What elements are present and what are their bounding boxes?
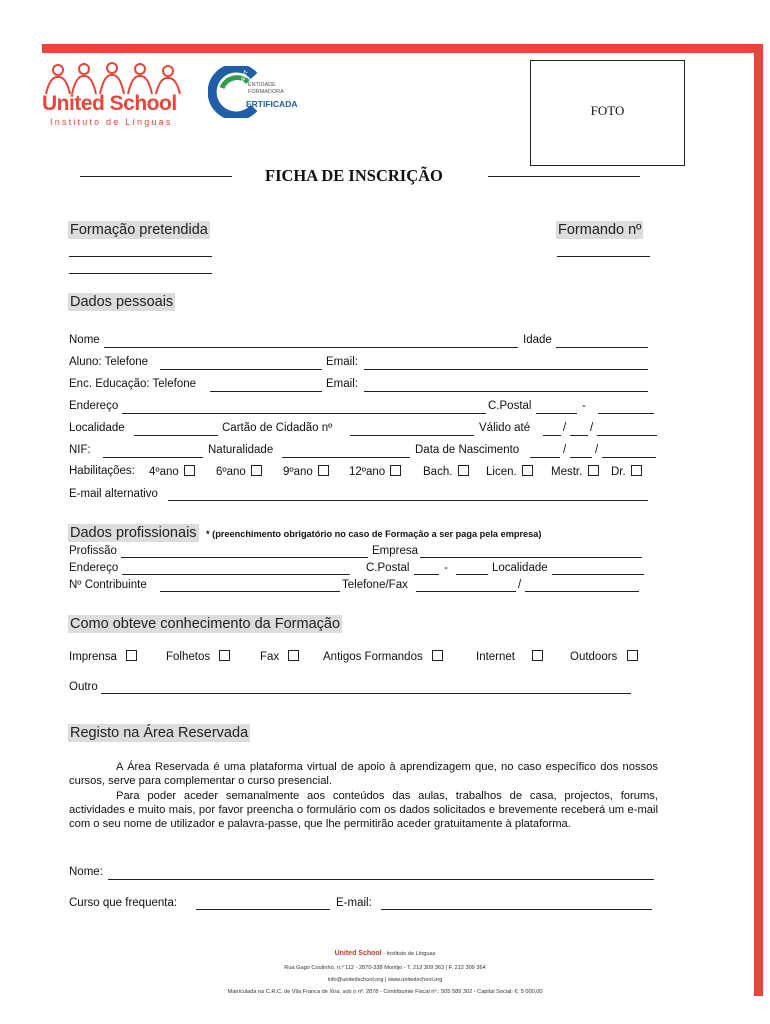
certification-logo	[208, 62, 298, 128]
prof-cpostal-label: C.Postal	[366, 562, 410, 574]
idade-input[interactable]	[556, 347, 648, 348]
cartao-cidadao-label: Cartão de Cidadão nº	[222, 422, 333, 434]
hab-option-6ano[interactable]: 6ºano	[216, 465, 262, 478]
checkbox-icon[interactable]	[432, 650, 443, 661]
nif-input[interactable]	[103, 457, 203, 458]
cartao-cidadao-input[interactable]	[350, 435, 474, 436]
enc-educacao-telefone-label: Enc. Educação: Telefone	[69, 378, 197, 390]
checkbox-icon[interactable]	[588, 465, 599, 476]
valido-mes-input[interactable]	[570, 435, 588, 436]
red-border-top	[42, 44, 763, 53]
empresa-label: Empresa	[372, 545, 419, 557]
valido-ano-input[interactable]	[597, 435, 657, 436]
registo-paragraph-2: Para poder aceder semanalmente aos conteúdos das aulas, trabalhos de casa, projectos, forums, actividades e muito mais, por favor preencha o formulário com os dados solicitados e brevemente receberá um e-mail com o seu nome de utilizador e palavra-passe, que lhe permitirão aceder gratuitamente à plataforma.	[69, 790, 658, 830]
registo-nome-label: Nome:	[69, 866, 103, 878]
registo-email-label: E-mail:	[336, 897, 372, 909]
title-line-right	[488, 176, 640, 177]
aluno-email-input[interactable]	[364, 369, 648, 370]
title-line-left	[80, 176, 232, 177]
profissionais-note: * (preenchimento obrigatório no caso de Formação a ser paga pela empresa)	[206, 529, 542, 539]
idade-label: Idade	[523, 334, 552, 346]
nif-label: NIF:	[69, 444, 91, 456]
localidade-input[interactable]	[134, 435, 218, 436]
habilitacoes-label: Habilitações:	[69, 465, 135, 477]
endereco-label: Endereço	[69, 400, 119, 412]
section-registo-heading: Registo na Área Reservada	[70, 725, 249, 741]
hab-option-mestr[interactable]: Mestr.	[551, 465, 599, 478]
email-alternativo-input[interactable]	[168, 500, 648, 501]
checkbox-icon[interactable]	[390, 465, 401, 476]
formando-number-input[interactable]	[557, 256, 650, 257]
registo-email-input[interactable]	[381, 909, 652, 910]
nascimento-mes-input[interactable]	[570, 457, 592, 458]
formando-number-label: Formando nº	[558, 222, 642, 238]
localidade-label: Localidade	[69, 422, 125, 434]
enc-educacao-telefone-input[interactable]	[210, 391, 322, 392]
checkbox-icon[interactable]	[219, 650, 230, 661]
aluno-telefone-label: Aluno: Telefone	[69, 356, 149, 368]
nome-label: Nome	[69, 334, 100, 346]
aluno-email-label: Email:	[326, 356, 358, 368]
footer-brand: United School	[334, 950, 382, 957]
valido-sep-2: /	[590, 422, 594, 434]
photo-box[interactable]	[530, 60, 685, 166]
telefone-fax-slash: /	[518, 579, 522, 591]
telefone-input[interactable]	[416, 591, 516, 592]
registo-curso-label: Curso que frequenta:	[69, 897, 178, 909]
prof-endereco-input[interactable]	[122, 574, 350, 575]
prof-localidade-input[interactable]	[552, 574, 644, 575]
cpostal-input-2[interactable]	[598, 413, 654, 414]
checkbox-icon[interactable]	[631, 465, 642, 476]
prof-endereco-label: Endereço	[69, 562, 119, 574]
checkbox-icon[interactable]	[126, 650, 137, 661]
cpostal-input-1[interactable]	[536, 413, 577, 414]
nascimento-dia-input[interactable]	[530, 457, 560, 458]
section-conhecimento-heading: Como obteve conhecimento da Formação	[70, 616, 341, 632]
nascimento-sep-2: /	[595, 444, 599, 456]
checkbox-icon[interactable]	[532, 650, 543, 661]
section-dados-pessoais-heading: Dados pessoais	[70, 294, 174, 310]
logo-brand-text: United School	[42, 92, 177, 115]
option-imprensa[interactable]: Imprensa	[69, 650, 137, 663]
nascimento-sep-1: /	[563, 444, 567, 456]
aluno-telefone-input[interactable]	[160, 369, 322, 370]
photo-label: FOTO	[590, 103, 625, 118]
hab-option-9ano[interactable]: 9ºano	[283, 465, 329, 478]
cert-dgert-text: DGERT	[237, 69, 250, 89]
empresa-input[interactable]	[420, 557, 642, 558]
logo-sub-text: Instituto de Línguas	[50, 117, 173, 127]
red-border-right	[754, 44, 763, 996]
prof-cpostal-input-1[interactable]	[414, 574, 439, 575]
hab-option-4ano[interactable]: 4ºano	[149, 465, 195, 478]
naturalidade-input[interactable]	[282, 457, 410, 458]
option-internet[interactable]: Internet	[476, 650, 543, 663]
option-antigos-formandos[interactable]: Antigos Formandos	[323, 650, 443, 663]
checkbox-icon[interactable]	[288, 650, 299, 661]
checkbox-icon[interactable]	[458, 465, 469, 476]
fax-input[interactable]	[525, 591, 639, 592]
checkbox-icon[interactable]	[251, 465, 262, 476]
enc-educacao-email-label: Email:	[326, 378, 358, 390]
section-formacao-heading: Formação pretendida	[70, 222, 208, 238]
section-dados-profissionais-heading: Dados profissionais	[70, 525, 197, 541]
registo-curso-input[interactable]	[196, 909, 330, 910]
prof-cpostal-input-2[interactable]	[456, 574, 488, 575]
checkbox-icon[interactable]	[184, 465, 195, 476]
valido-ate-label: Válido até	[479, 422, 531, 434]
page-title: FICHA DE INSCRIÇÃO	[265, 166, 443, 185]
cpostal-dash: -	[582, 400, 586, 412]
contribuinte-input[interactable]	[160, 591, 340, 592]
footer-address: Rua Gago Coutinho, n.º 112 - 2870-338 Montijo - T. 212 309 363 | F. 212 309 364	[284, 965, 486, 971]
contribuinte-label: Nº Contribuinte	[69, 579, 147, 591]
united-school-logo	[40, 62, 200, 130]
naturalidade-label: Naturalidade	[208, 444, 274, 456]
valido-dia-input[interactable]	[543, 435, 561, 436]
valido-sep-1: /	[563, 422, 567, 434]
hab-option-12ano[interactable]: 12ºano	[349, 465, 401, 478]
outro-label: Outro	[69, 681, 98, 693]
nome-input[interactable]	[104, 347, 518, 348]
cert-line1: ENTIDADE	[248, 82, 276, 88]
footer-contacts: info@unitedschool.org | www.unitedschool.org	[327, 977, 443, 983]
footer-brand-line	[0, 950, 770, 957]
profissao-input[interactable]	[121, 557, 368, 558]
hab-option-dr[interactable]: Dr.	[611, 465, 642, 478]
option-fax[interactable]: Fax	[260, 650, 299, 663]
enc-educacao-email-input[interactable]	[364, 391, 648, 392]
profissao-label: Profissão	[69, 545, 117, 557]
footer-brand-sub: - Instituto de Línguas	[383, 951, 436, 957]
prof-cpostal-dash: -	[444, 562, 448, 574]
hab-option-bach[interactable]: Bach.	[423, 465, 469, 478]
checkbox-icon[interactable]	[318, 465, 329, 476]
checkbox-icon[interactable]	[627, 650, 638, 661]
cpostal-label: C.Postal	[488, 400, 532, 412]
formacao-input-line-2[interactable]	[69, 273, 212, 274]
hab-option-licen[interactable]: Licen.	[486, 465, 533, 478]
telefone-fax-label: Telefone/Fax	[342, 579, 408, 591]
registo-paragraph-1: A Área Reservada é uma plataforma virtual de apoio à aprendizagem que, no caso específico dos nossos cursos, serve para complementar o curso presencial.	[69, 761, 658, 787]
outro-input[interactable]	[101, 693, 631, 694]
cert-line2: FORMADORA	[248, 89, 284, 95]
checkbox-icon[interactable]	[522, 465, 533, 476]
nascimento-ano-input[interactable]	[602, 457, 656, 458]
endereco-input[interactable]	[122, 413, 486, 414]
data-nascimento-label: Data de Nascimento	[415, 444, 520, 456]
registo-nome-input[interactable]	[108, 879, 654, 880]
footer-registry: Matriculada na C.R.C. de Vila Franca de Xira, sob o nº. 2878 - Contribuinte Fiscal nº.: 505 589 302 - Capital Social: €: 5 000,00	[227, 989, 543, 995]
cert-big-text: ERTIFICADA	[246, 99, 298, 109]
prof-localidade-label: Localidade	[492, 562, 548, 574]
option-folhetos[interactable]: Folhetos	[166, 650, 230, 663]
option-outdoors[interactable]: Outdoors	[570, 650, 638, 663]
formacao-input-line-1[interactable]	[69, 256, 212, 257]
email-alternativo-label: E-mail alternativo	[69, 488, 158, 500]
